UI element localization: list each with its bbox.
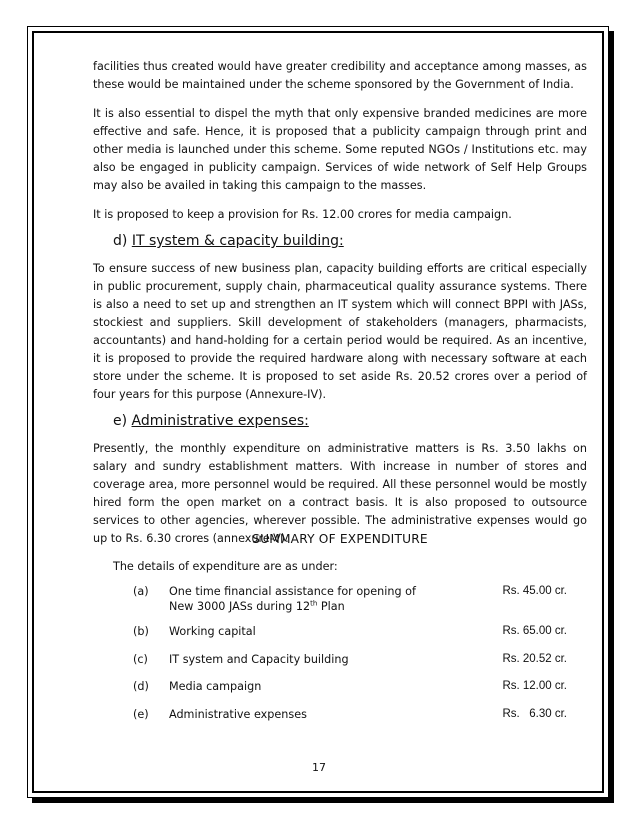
page-border-shadow-right xyxy=(609,31,614,803)
row-label-line1: One time financial assistance for opening of xyxy=(169,585,416,598)
row-letter: (c) xyxy=(133,653,148,666)
page-border-shadow-bottom xyxy=(32,798,614,803)
row-amount: Rs. 6.30 cr. xyxy=(502,708,567,720)
row-amount: Rs. 12.00 cr. xyxy=(502,680,567,692)
page-number: 17 xyxy=(312,761,326,774)
row-amount: Rs. 45.00 cr. xyxy=(502,585,567,597)
row-label-superscript: th xyxy=(310,599,318,608)
row-label xyxy=(169,584,439,614)
row-label: Administrative expenses xyxy=(169,708,307,721)
row-label-line2: New 3000 JASs during 12 xyxy=(169,600,311,613)
row-letter: (e) xyxy=(133,708,149,721)
document-content xyxy=(93,58,587,721)
summary-row xyxy=(133,584,567,614)
row-amount: Rs. 20.52 cr. xyxy=(502,653,567,665)
row-label: IT system and Capacity building xyxy=(169,653,349,666)
paragraph-it-system: To ensure success of new business plan, capacity building efforts are critical especially in public procurement, supply chain, pharmaceutical quality assurance systems. There is also a need to set up and strengthen an IT system which will connect BPPI with JASs, stockiest and suppliers. Skill development of stakeholders (managers, pharmacists, accountants) and hand-holding for a certain period would be required. As an incentive, it is proposed to provide the required hardware along with necessary software at each store under the scheme. It is proposed to set aside Rs. 20.52 crores over a period of four years for this purpose (Annexure-IV). xyxy=(93,262,587,401)
row-label: Media campaign xyxy=(169,680,262,693)
section-heading-it-system xyxy=(93,231,587,251)
section-title: IT system & capacity building: xyxy=(131,233,344,249)
summary-title: SUMMARY OF EXPENDITURE xyxy=(252,532,428,546)
paragraph-media-provision: It is proposed to keep a provision for Rs. 12.00 crores for media campaign. xyxy=(93,208,512,221)
section-letter: e) xyxy=(113,413,128,429)
paragraph-publicity: It is also essential to dispel the myth that only expensive branded medicines are more effective and safe. Hence, it is proposed that a publicity campaign through print and other media is launched under this scheme. Some reputed NGOs / Institutions etc. may also be engaged in publicity campaign. Services of wide network of Self Help Groups may also be availed in taking this campaign to the masses. xyxy=(93,107,587,192)
row-letter: (a) xyxy=(133,585,149,598)
row-letter: (d) xyxy=(133,680,149,693)
row-amount: Rs. 65.00 cr. xyxy=(502,625,567,637)
paragraph-facilities: facilities thus created would have greater credibility and acceptance among masses, as these would be maintained under the scheme sponsored by the Government of India. xyxy=(93,60,587,91)
paragraph-administrative: Presently, the monthly expenditure on administrative matters is Rs. 3.50 lakhs on salary and sundry establishment matters. With increase in number of stores and coverage area, more personnel would be required. All these personnel would be mostly hired form the open market on a contract basis. It is also proposed to outsource services to other agencies, wherever possible. The administrative expenses would go up to Rs. 6.30 crores (annexure-V). xyxy=(93,442,587,545)
section-letter: d) xyxy=(113,233,128,249)
section-title: Administrative expenses: xyxy=(131,413,309,429)
summary-intro: The details of expenditure are as under: xyxy=(113,560,338,573)
row-label: Working capital xyxy=(169,625,256,638)
section-heading-administrative xyxy=(93,411,587,431)
row-label-line2-end: Plan xyxy=(317,600,345,613)
row-letter: (b) xyxy=(133,625,149,638)
